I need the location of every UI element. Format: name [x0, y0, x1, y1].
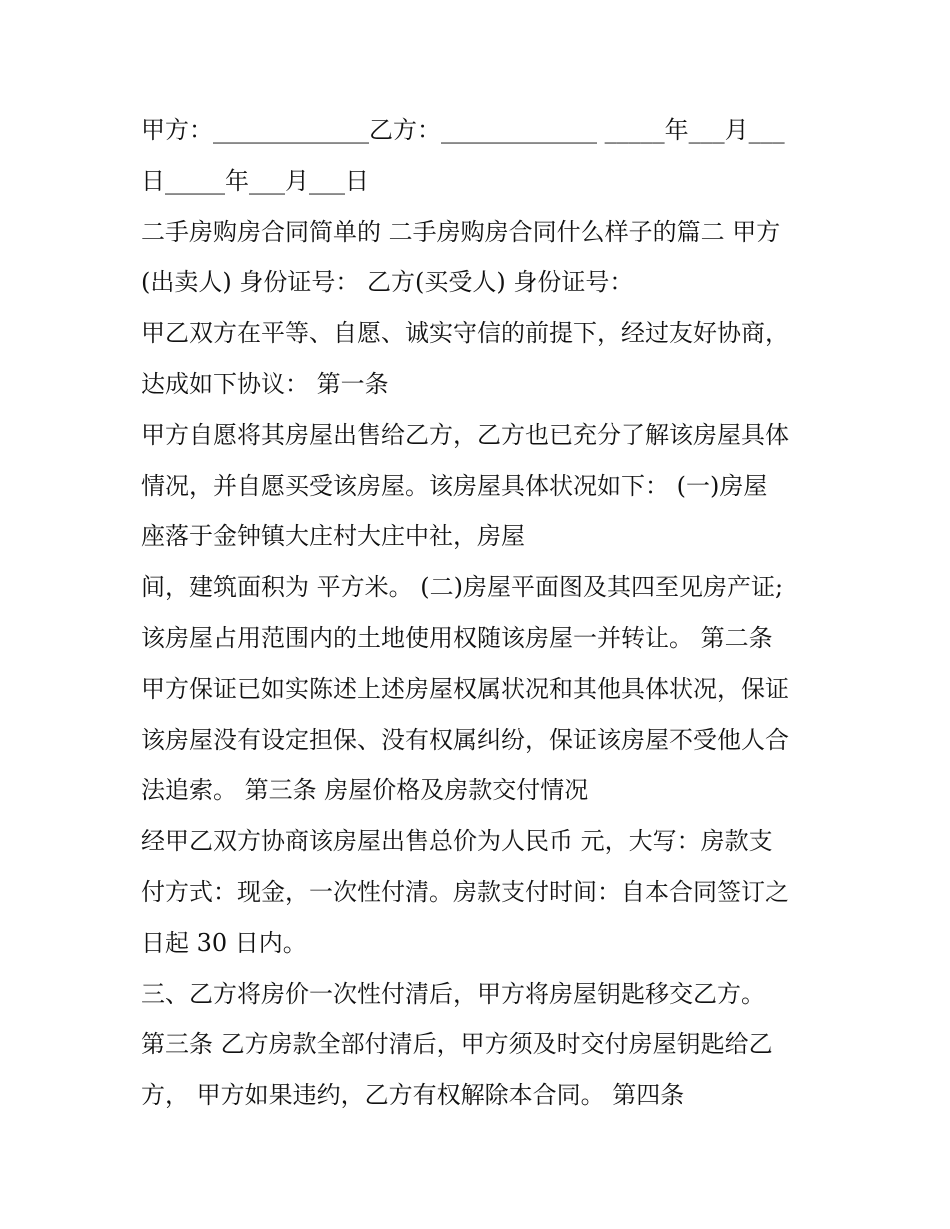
text-line: 二手房购房合同简单的 二手房购房合同什么样子的篇二 甲方: [141, 217, 781, 246]
text-line-date: 日_____年___月___日: [141, 166, 369, 195]
text-line-signature: 甲方：_____________乙方：_____________ _____年___月___: [141, 116, 785, 144]
document-body: [141, 105, 841, 1121]
text-line: 甲乙双方在平等、自愿、诚实守信的前提下，经过友好协商，: [141, 319, 789, 348]
text-line: 经甲乙双方协商该房屋出售总价为人民币 元，大写：房款支: [141, 827, 773, 856]
text-line: 座落于金钟镇大庄村大庄中社，房屋: [141, 522, 525, 551]
text-line: 第三条 乙方房款全部付清后，甲方须及时交付房屋钥匙给乙: [141, 1030, 773, 1059]
text-line: 间，建筑面积为 平方米。 (二)房屋平面图及其四至见房产证;: [141, 573, 784, 602]
text-line: 达成如下协议： 第一条: [141, 369, 389, 398]
text-line: 付方式：现金，一次性付清。房款支付时间：自本合同签订之: [141, 877, 789, 906]
text-line: 日起 30 日内。: [141, 928, 307, 957]
text-line: 甲方自愿将其房屋出售给乙方，乙方也已充分了解该房屋具体: [141, 420, 789, 449]
text-line: 方， 甲方如果违约，乙方有权解除本合同。 第四条: [141, 1081, 685, 1110]
text-line: 甲方保证已如实陈述上述房屋权属状况和其他具体状况，保证: [141, 674, 789, 703]
text-line: 法追索。 第三条 房屋价格及房款交付情况: [141, 776, 589, 805]
text-line: 三、乙方将房价一次性付清后，甲方将房屋钥匙移交乙方。: [141, 979, 765, 1008]
text-line: 该房屋占用范围内的土地使用权随该房屋一并转让。 第二条: [141, 623, 773, 652]
text-line: 情况，并自愿买受该房屋。该房屋具体状况如下： (一)房屋: [141, 471, 768, 500]
text-line: (出卖人) 身份证号： 乙方(买受人) 身份证号：: [141, 268, 634, 297]
text-line: 该房屋没有设定担保、没有权属纠纷，保证该房屋不受他人合: [141, 725, 789, 754]
